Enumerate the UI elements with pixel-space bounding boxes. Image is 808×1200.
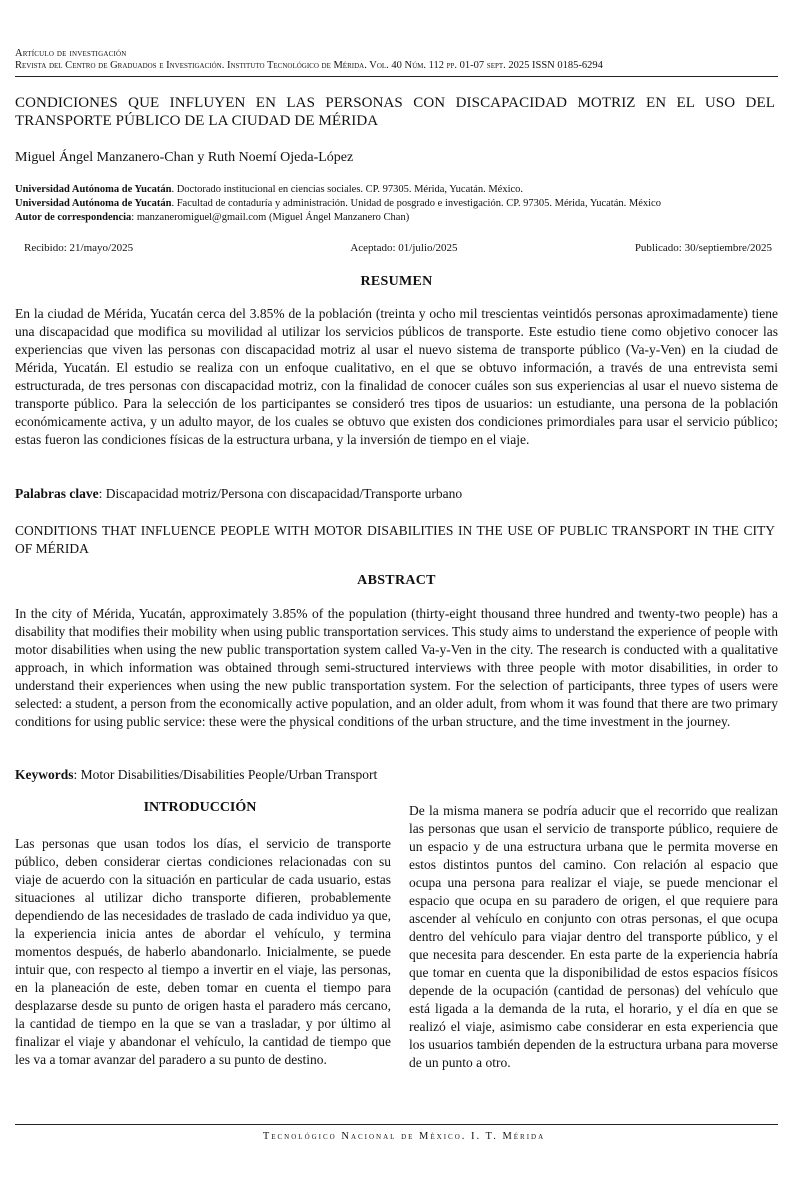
article-title-en: CONDITIONS THAT INFLUENCE PEOPLE WITH MOTOR DISABILITIES IN THE USE OF PUBLIC TRANSPORT IN THE CITY OF MÉRIDA xyxy=(15,523,775,556)
keywords-es xyxy=(15,486,462,502)
introduccion-heading: INTRODUCCIÓN xyxy=(143,800,257,815)
resumen-text: En la ciudad de Mérida, Yucatán cerca del 3.85% de la población (treinta y ocho mil trescientas veintidós personas aproximadamente) tiene una discapacidad que modifica su movilidad al utilizar los servicios públicos de transporte. Este estudio tiene como objetivo conocer las experiencias que viven las personas con discapacidad motriz al usar el nuevo sistema de transporte público (Va-y-Ven) en la ciudad de Mérida, Yucatán. El estudio se realiza con un enfoque cualitativo, en el que se obtuvo información, a través de una entrevista semi estructurada, de tres personas con discapacidad motriz, con la finalidad de conocer cuáles son sus experiencias al usar el nuevo sistema de transporte público. Para la selección de los participantes se consideró tres tipos de usuarios: un estudiante, una persona de la población económicamente activa, y un adulto mayor, de los cuales se obtuvo que existen dos condiciones primordiales para usar el servicio público; estas fueron las condiciones físicas de la estructura urbana, y la inversión de tiempo en el viaje. xyxy=(15,306,778,447)
intro-column-left: Las personas que usan todos los días, el servicio de transporte público, deben considerar ciertas condiciones relacionadas con su viaje de acuerdo con la situación en particular de cada usuario, estas situaciones al utilizar dicho transporte difieren, probablemente dependiendo de las necesidades de traslado de cada individuo ya que, la experiencia inicia antes de abordar el vehículo, y termina momentos después, de haberlo abandonarlo. Inicialmente, se puede intuir que, con respecto al tiempo a invertir en el viaje, las personas, en la planeación de este, deben tomar en cuenta el tiempo para desplazarse desde su punto de origen hasta el paradero más cercano, la cantidad de tiempo en la que se van a trasladar, y por último al finalizar el viaje y abandonar el vehículo, la cantidad de tiempo que les va a tomar avanzar del paradero a su punto de destino. xyxy=(15,836,391,1067)
abstract-text: In the city of Mérida, Yucatán, approximately 3.85% of the population (thirty-eight thousand three hundred and twenty-two people) has a disability that modifies their mobility when using public transportation services. This study aims to understand the experience of people with motor disabilities when using the new public transportation system called Va-y-Ven in the city. The research is conducted with a qualitative approach, in which information was obtained through semi-structured interviews with three people with motor disabilities, in order to understand their experiences when using the new public transportation system. For the selection of participants, three types of users were selected: a student, a person from the economically active population, and an older adult, from whom it was found that there are two primary conditions for using public service: these were the physical conditions of the urban structure, and the time investment in the journey. xyxy=(15,606,778,729)
publication-dates xyxy=(24,242,772,254)
corresponding-author-email: : manzaneromiguel@gmail.com (Miguel Ángel Manzanero Chan) xyxy=(131,212,410,223)
published-date: Publicado: 30/septiembre/2025 xyxy=(634,242,772,254)
affiliation-detail: . Facultad de contaduría y administración. Unidad de posgrado e investigación. CP. 97305. Mérida, Yucatán. México xyxy=(171,198,661,209)
keywords-en-label: Keywords xyxy=(15,767,74,782)
keywords-en-text: : Motor Disabilities/Disabilities People/Urban Transport xyxy=(73,767,378,782)
affiliation-detail: . Doctorado institucional en ciencias sociales. CP. 97305. Mérida, Yucatán. México. xyxy=(171,184,524,195)
keywords-es-label: Palabras clave xyxy=(15,486,99,501)
corresponding-author xyxy=(15,211,661,225)
accepted-date: Aceptado: 01/julio/2025 xyxy=(350,242,458,254)
article-type-label: Artículo de investigación xyxy=(15,48,127,59)
affiliation-institution: Universidad Autónoma de Yucatán xyxy=(15,184,172,195)
footer-institution: Tecnológico Nacional de México. I. T. Mérida xyxy=(262,1131,546,1142)
article-title-es: CONDICIONES QUE INFLUYEN EN LAS PERSONAS CON DISCAPACIDAD MOTRIZ EN EL USO DEL TRANSPORTE PÚBLICO DE LA CIUDAD DE MÉRIDA xyxy=(15,95,775,129)
affiliation-1 xyxy=(15,183,661,197)
affiliation-institution: Universidad Autónoma de Yucatán xyxy=(15,198,172,209)
footer-rule xyxy=(15,1124,778,1125)
resumen-heading: RESUMEN xyxy=(360,274,433,289)
header-rule xyxy=(15,76,778,77)
keywords-en xyxy=(15,767,377,783)
authors-line: Miguel Ángel Manzanero-Chan y Ruth Noemí Ojeda-López xyxy=(15,150,354,165)
journal-citation: Revista del Centro de Graduados e Investigación. Instituto Tecnológico de Mérida. Vol. 40 Núm. 112 pp. 01-07 sept. 2025 ISSN 0185-6294 xyxy=(15,60,603,71)
abstract-heading: ABSTRACT xyxy=(357,573,436,588)
affiliation-2 xyxy=(15,197,661,211)
corresponding-author-label: Autor de correspondencia xyxy=(15,212,132,223)
intro-column-right: De la misma manera se podría aducir que el recorrido que realizan las personas que usan el servicio de transporte público, requiere de un espacio y de una estructura urbana que le permita moverse en estos distintos puntos del camino. Con relación al espacio que ocupa una persona para realizar el viaje, se puede mencionar el espacio que ocupa en su paradero de origen, el que requiere para ascender al vehículo en conjunto con otras personas, el que ocupa dentro del vehículo para viajar dentro del transporte público, y el que necesita para descender. En esta parte de la experiencia habría que tomar en cuenta que la disponibilidad de estos espacios físicos depende de la ocupación (cantidad de personas) del vehículo que está ligada a la demanda de la ruta, el horario, y el día en que se realizó el viaje, asimismo cabe considerar en esta experiencia que los usuarios también dependen de la estructura urbana para moverse de un punto a otro. xyxy=(409,803,778,1070)
keywords-es-text: : Discapacidad motriz/Persona con discapacidad/Transporte urbano xyxy=(98,486,463,501)
affiliations xyxy=(15,183,661,225)
received-date: Recibido: 21/mayo/2025 xyxy=(24,242,134,254)
